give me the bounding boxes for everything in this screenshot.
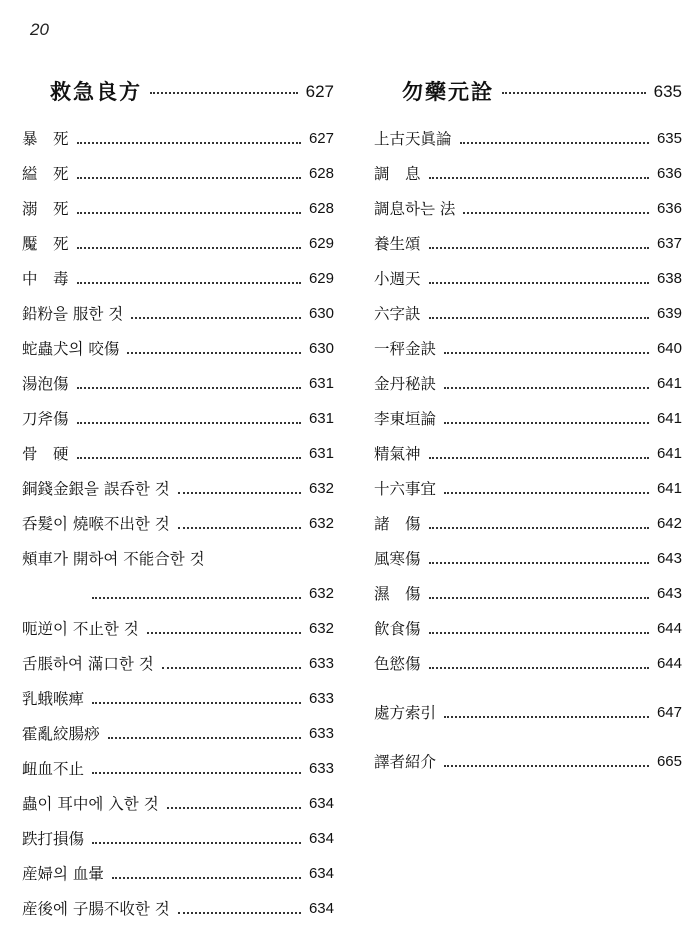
toc-entry[interactable] bbox=[22, 536, 334, 571]
entry-title: 刀斧傷 bbox=[22, 410, 69, 428]
entry-title: 調息하는 法 bbox=[374, 200, 456, 218]
section-page-number: 627 bbox=[305, 82, 334, 101]
entry-title: 魘 死 bbox=[22, 235, 69, 253]
spacer bbox=[374, 725, 682, 739]
entry-page: 642 bbox=[656, 515, 682, 532]
dot-leader bbox=[429, 632, 649, 634]
dot-leader bbox=[429, 457, 649, 459]
entry-title: 蟲이 耳中에 入한 것 bbox=[22, 795, 159, 813]
section-page-number: 635 bbox=[653, 82, 682, 101]
entry-title: 金丹秘訣 bbox=[374, 375, 437, 393]
toc-entry[interactable] bbox=[374, 221, 682, 256]
dot-leader bbox=[429, 317, 649, 319]
toc-entry[interactable] bbox=[374, 116, 682, 151]
toc-entry[interactable] bbox=[22, 326, 334, 361]
toc-entry[interactable] bbox=[374, 291, 682, 326]
dot-leader bbox=[92, 597, 301, 599]
page-number: 20 bbox=[30, 20, 49, 39]
toc-entry[interactable] bbox=[22, 431, 334, 466]
dot-leader bbox=[429, 247, 649, 249]
entry-page: 632 bbox=[308, 620, 334, 637]
entry-page: 634 bbox=[308, 830, 334, 847]
entry-page: 627 bbox=[308, 130, 334, 147]
entry-page: 631 bbox=[308, 375, 334, 392]
entry-title: 暴 死 bbox=[22, 130, 69, 148]
toc-entry[interactable] bbox=[374, 466, 682, 501]
entry-page: 647 bbox=[656, 704, 682, 721]
dot-leader bbox=[460, 142, 649, 144]
toc-appendix-entry[interactable] bbox=[374, 690, 682, 725]
entry-page: 635 bbox=[656, 130, 682, 147]
entry-page: 629 bbox=[308, 235, 334, 252]
toc-entry[interactable] bbox=[22, 816, 334, 851]
entry-title: 骨 硬 bbox=[22, 445, 69, 463]
toc-appendix-entry[interactable] bbox=[374, 739, 682, 774]
entry-title: 産婦의 血暈 bbox=[22, 865, 104, 883]
entry-page: 641 bbox=[656, 410, 682, 427]
entry-title: 六字訣 bbox=[374, 305, 421, 323]
entry-page: 641 bbox=[656, 480, 682, 497]
toc-entry[interactable] bbox=[374, 186, 682, 221]
entry-title: 乳蛾喉痺 bbox=[22, 690, 85, 708]
entry-title: 頰車가 開하여 不能合한 것 bbox=[22, 550, 205, 568]
entry-page: 636 bbox=[656, 200, 682, 217]
toc-entry[interactable] bbox=[374, 361, 682, 396]
toc-entry[interactable] bbox=[22, 116, 334, 151]
dot-leader bbox=[77, 212, 301, 214]
toc-entry[interactable] bbox=[22, 606, 334, 641]
entry-title: 精氣神 bbox=[374, 445, 421, 463]
entry-title: 呑髮이 燒喉不出한 것 bbox=[22, 515, 170, 533]
entry-title: 小週天 bbox=[374, 270, 421, 288]
toc-entry[interactable] bbox=[374, 571, 682, 606]
dot-leader bbox=[162, 667, 301, 669]
entry-page: 630 bbox=[308, 340, 334, 357]
dot-leader bbox=[444, 422, 649, 424]
toc-right-column bbox=[374, 64, 682, 774]
toc-entry[interactable] bbox=[22, 256, 334, 291]
entry-page: 633 bbox=[308, 655, 334, 672]
dot-leader bbox=[147, 632, 301, 634]
toc-entry[interactable] bbox=[374, 256, 682, 291]
entry-page: 644 bbox=[656, 655, 682, 672]
dot-leader bbox=[108, 737, 301, 739]
toc-entry[interactable] bbox=[22, 151, 334, 186]
toc-entry[interactable] bbox=[374, 326, 682, 361]
toc-entry-continuation[interactable] bbox=[22, 571, 334, 606]
dot-leader bbox=[77, 247, 301, 249]
entry-title: 霍亂絞腸痧 bbox=[22, 725, 100, 743]
entry-page: 641 bbox=[656, 445, 682, 462]
dot-leader bbox=[429, 282, 649, 284]
entry-page: 634 bbox=[308, 865, 334, 882]
toc-entry[interactable] bbox=[22, 221, 334, 256]
entry-title: 色慾傷 bbox=[374, 655, 421, 673]
entry-title: 譯者紹介 bbox=[374, 753, 437, 771]
toc-entry[interactable] bbox=[22, 851, 334, 886]
entry-page: 630 bbox=[308, 305, 334, 322]
entry-page: 632 bbox=[308, 515, 334, 532]
entry-title: 中 毒 bbox=[22, 270, 69, 288]
section-title: 勿藥元詮 bbox=[402, 79, 494, 104]
entry-page: 634 bbox=[308, 900, 334, 917]
entry-page: 633 bbox=[308, 760, 334, 777]
toc-entry[interactable] bbox=[22, 886, 334, 921]
entry-title: 蛇蟲犬의 咬傷 bbox=[22, 340, 120, 358]
entry-title: 縊 死 bbox=[22, 165, 69, 183]
entry-title: 溺 死 bbox=[22, 200, 69, 218]
entry-page: 665 bbox=[656, 753, 682, 770]
toc-entry[interactable] bbox=[374, 641, 682, 676]
toc-left-column bbox=[22, 64, 334, 921]
entry-page: 637 bbox=[656, 235, 682, 252]
dot-leader bbox=[178, 492, 301, 494]
dot-leader bbox=[444, 387, 649, 389]
dot-leader bbox=[444, 765, 649, 767]
entry-title: 調 息 bbox=[374, 165, 421, 183]
dot-leader bbox=[150, 92, 298, 94]
dot-leader bbox=[77, 422, 301, 424]
spacer bbox=[374, 676, 682, 690]
toc-entry[interactable] bbox=[22, 396, 334, 431]
dot-leader bbox=[92, 772, 301, 774]
entry-title: 産後에 子腸不收한 것 bbox=[22, 900, 170, 918]
dot-leader bbox=[444, 352, 649, 354]
toc-entry[interactable] bbox=[22, 466, 334, 501]
dot-leader bbox=[77, 282, 301, 284]
entry-title: 處方索引 bbox=[374, 704, 437, 722]
dot-leader bbox=[167, 807, 301, 809]
toc-entry[interactable] bbox=[22, 361, 334, 396]
dot-leader bbox=[444, 492, 649, 494]
entry-page: 644 bbox=[656, 620, 682, 637]
toc-section-heading[interactable] bbox=[374, 64, 682, 104]
entry-title: 跌打損傷 bbox=[22, 830, 85, 848]
entry-title: 風寒傷 bbox=[374, 550, 421, 568]
entry-page: 638 bbox=[656, 270, 682, 287]
toc-entry[interactable] bbox=[22, 711, 334, 746]
entry-page: 633 bbox=[308, 690, 334, 707]
entry-title: 一秤金訣 bbox=[374, 340, 437, 358]
entry-page: 628 bbox=[308, 200, 334, 217]
toc-entry[interactable] bbox=[374, 606, 682, 641]
dot-leader bbox=[127, 352, 301, 354]
entry-page: 631 bbox=[308, 445, 334, 462]
dot-leader bbox=[463, 212, 649, 214]
dot-leader bbox=[429, 597, 649, 599]
dot-leader bbox=[92, 842, 301, 844]
dot-leader bbox=[77, 177, 301, 179]
dot-leader bbox=[429, 562, 649, 564]
entry-title: 養生頌 bbox=[374, 235, 421, 253]
entry-page: 636 bbox=[656, 165, 682, 182]
toc-entry[interactable] bbox=[22, 291, 334, 326]
dot-leader bbox=[112, 877, 301, 879]
entry-title: 李東垣論 bbox=[374, 410, 437, 428]
dot-leader bbox=[502, 92, 646, 94]
dot-leader bbox=[429, 667, 649, 669]
toc-entry[interactable] bbox=[22, 746, 334, 781]
dot-leader bbox=[92, 702, 301, 704]
entry-title: 十六事宜 bbox=[374, 480, 437, 498]
entry-title: 湯泡傷 bbox=[22, 375, 69, 393]
toc-entry[interactable] bbox=[374, 501, 682, 536]
dot-leader bbox=[131, 317, 301, 319]
toc-entry[interactable] bbox=[374, 396, 682, 431]
entry-page: 628 bbox=[308, 165, 334, 182]
entry-title: 濕 傷 bbox=[374, 585, 421, 603]
entry-page: 643 bbox=[656, 585, 682, 602]
entry-title: 諸 傷 bbox=[374, 515, 421, 533]
toc-entry[interactable] bbox=[22, 186, 334, 221]
entry-page: 640 bbox=[656, 340, 682, 357]
entry-page: 631 bbox=[308, 410, 334, 427]
entry-title: 上古天眞論 bbox=[374, 130, 452, 148]
toc-entry[interactable] bbox=[374, 536, 682, 571]
entry-page: 629 bbox=[308, 270, 334, 287]
entry-title: 鉛粉을 服한 것 bbox=[22, 305, 124, 323]
dot-leader bbox=[178, 527, 301, 529]
dot-leader bbox=[444, 716, 649, 718]
entry-page: 639 bbox=[656, 305, 682, 322]
toc-entry[interactable] bbox=[22, 676, 334, 711]
section-title: 救急良方 bbox=[50, 79, 142, 104]
entry-title: 衄血不止 bbox=[22, 760, 85, 778]
dot-leader bbox=[77, 387, 301, 389]
toc-entry[interactable] bbox=[374, 431, 682, 466]
entry-page: 634 bbox=[308, 795, 334, 812]
toc-entry[interactable] bbox=[22, 641, 334, 676]
entry-page: 641 bbox=[656, 375, 682, 392]
entry-page: 633 bbox=[308, 725, 334, 742]
toc-entry[interactable] bbox=[22, 501, 334, 536]
dot-leader bbox=[429, 527, 649, 529]
dot-leader bbox=[178, 912, 301, 914]
entry-title: 飮食傷 bbox=[374, 620, 421, 638]
dot-leader bbox=[429, 177, 649, 179]
entry-title: 銅錢金銀을 誤呑한 것 bbox=[22, 480, 170, 498]
entry-title: 呃逆이 不止한 것 bbox=[22, 620, 139, 638]
entry-page: 632 bbox=[308, 585, 334, 602]
entry-page: 632 bbox=[308, 480, 334, 497]
toc-section-heading[interactable] bbox=[22, 64, 334, 104]
entry-page: 643 bbox=[656, 550, 682, 567]
entry-title: 舌脹하여 滿口한 것 bbox=[22, 655, 154, 673]
dot-leader bbox=[77, 142, 301, 144]
dot-leader bbox=[77, 457, 301, 459]
toc-entry[interactable] bbox=[22, 781, 334, 816]
toc-entry[interactable] bbox=[374, 151, 682, 186]
